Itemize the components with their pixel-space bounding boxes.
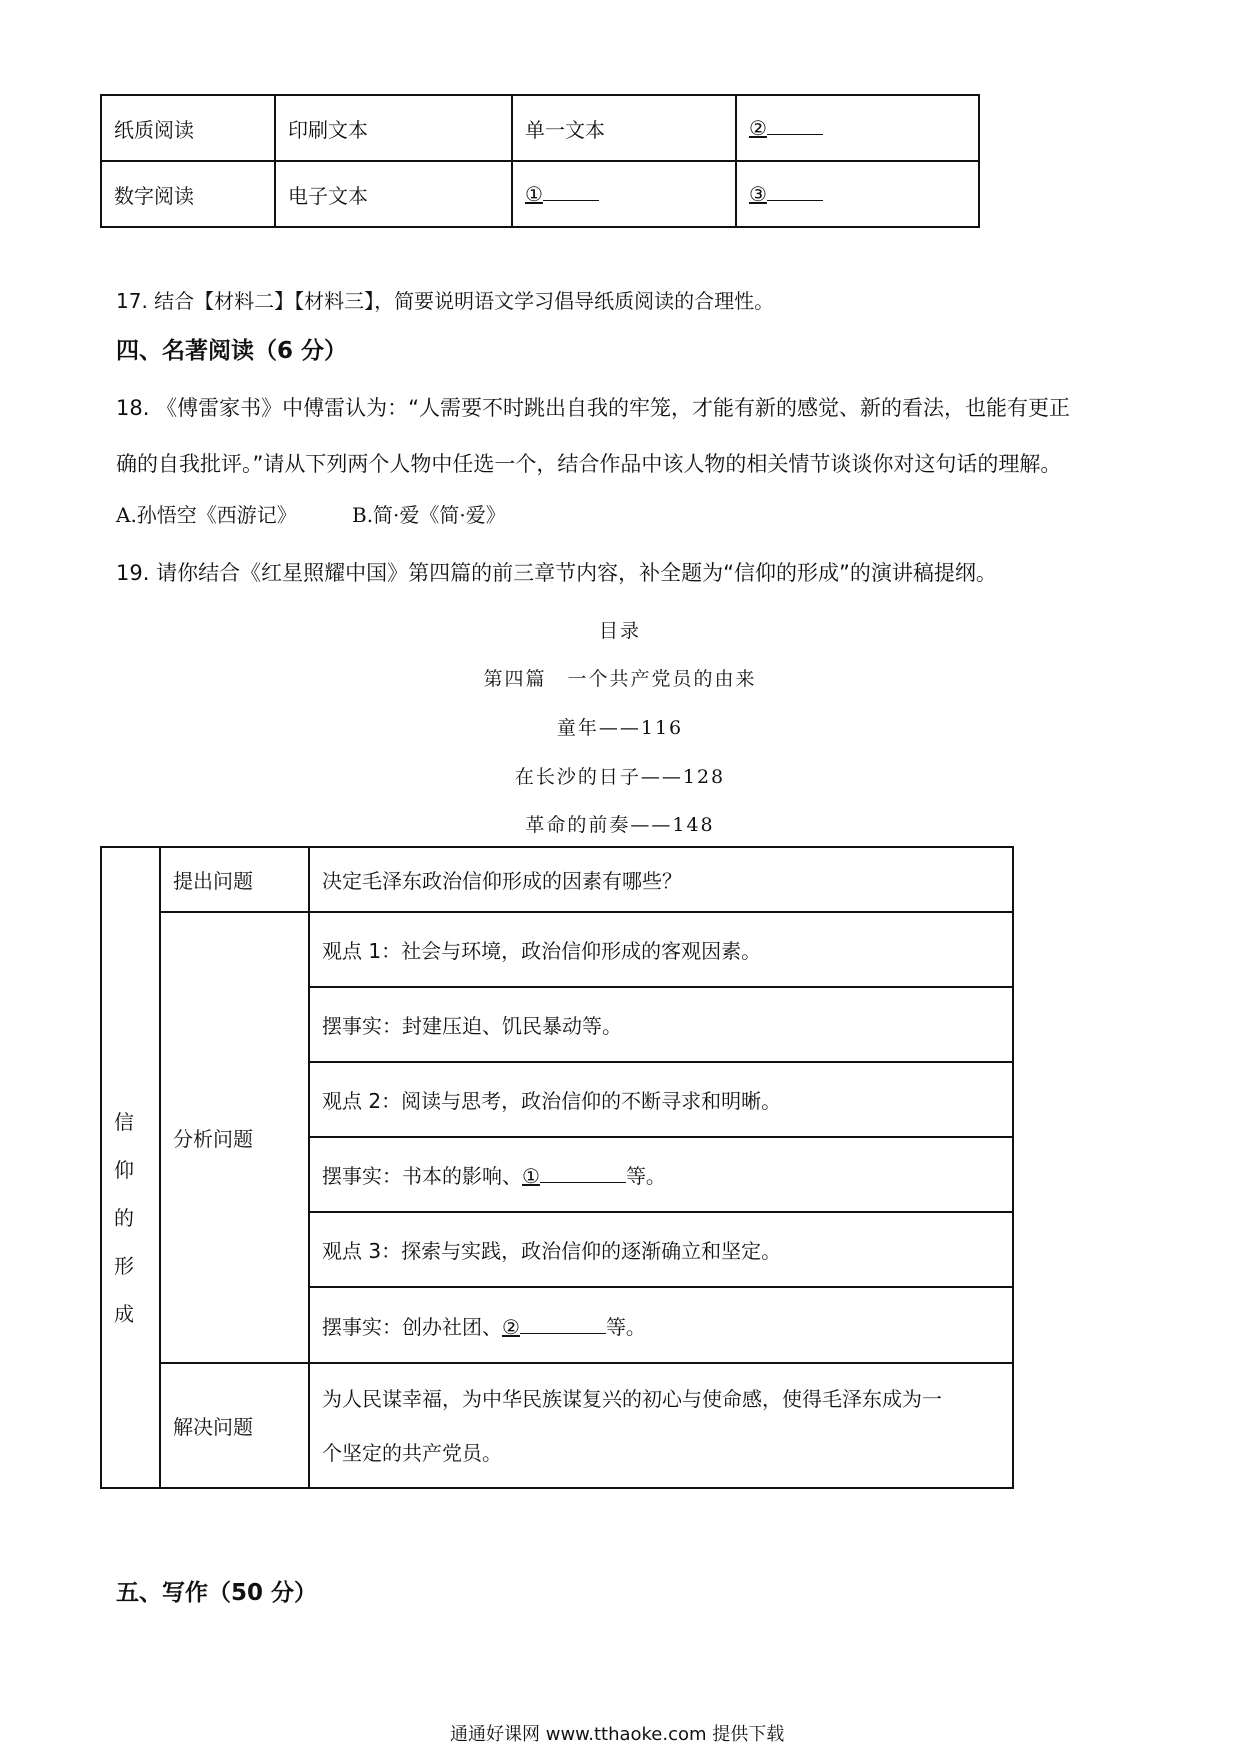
section-5-heading: 五、写作（50 分） <box>116 1580 318 1606</box>
table-cell: 单一文本 <box>512 95 736 161</box>
toc-chapter-2: 在长沙的日子——128 <box>514 766 726 788</box>
blank-label: ① <box>525 182 543 206</box>
table-cell <box>736 161 979 227</box>
blank-label: ③ <box>749 182 767 206</box>
table-cell: 印刷文本 <box>275 95 512 161</box>
toc-title: 目录 <box>598 620 641 642</box>
row-label: 提出问题 <box>160 847 309 912</box>
viewpoint-3: 观点 3：探索与实践，政治信仰的逐渐确立和坚定。 <box>309 1212 1013 1287</box>
side-char: 成 <box>114 1301 134 1326</box>
table-cell <box>512 161 736 227</box>
side-char: 形 <box>114 1253 134 1278</box>
toc-chapter-1: 童年——116 <box>556 717 684 739</box>
table-cell: 电子文本 <box>275 161 512 227</box>
fact-3 <box>309 1287 1013 1363</box>
blank-label: ② <box>502 1314 520 1339</box>
table-cell: 数字阅读 <box>101 161 275 227</box>
table-cell <box>736 95 979 161</box>
row-text <box>309 1363 1013 1488</box>
fact-3-text: 摆事实：创办社团、 <box>322 1314 502 1339</box>
fact-2 <box>309 1137 1013 1212</box>
footer-text: 通通好课网 www.tthaoke.com 提供下载 <box>450 1724 785 1745</box>
side-char: 仰 <box>114 1157 134 1182</box>
viewpoint-2: 观点 2：阅读与思考，政治信仰的不断寻求和明晰。 <box>309 1062 1013 1137</box>
fact-2-end: 等。 <box>625 1164 666 1188</box>
viewpoint-1: 观点 1：社会与环境，政治信仰形成的客观因素。 <box>309 912 1013 987</box>
option-a: A.孙悟空《西游记》 <box>116 503 297 527</box>
section-4-heading: 四、名著阅读（6 分） <box>116 338 348 364</box>
question-19: 19. 请你结合《红星照耀中国》第四篇的前三章节内容，补全题为“信仰的形成”的演讲稿提纲。 <box>116 561 997 585</box>
blank-label: ② <box>749 116 767 140</box>
fact-3-end: 等。 <box>605 1314 646 1339</box>
speech-outline-table <box>100 846 1014 1489</box>
table-cell: 纸质阅读 <box>101 95 275 161</box>
question-18-line2: 确的自我批评。”请从下列两个人物中任选一个，结合作品中该人物的相关情节谈谈你对这句话的理解。 <box>116 452 1062 476</box>
side-char: 的 <box>114 1205 134 1230</box>
outline-side-title <box>101 847 160 1488</box>
conclusion-line1: 为人民谋幸福，为中华民族谋复兴的初心与使命感，使得毛泽东成为一 <box>322 1386 942 1411</box>
row-label: 解决问题 <box>160 1363 309 1488</box>
option-b: B.简·爱《简·爱》 <box>352 503 506 527</box>
blank-label: ① <box>522 1164 540 1188</box>
question-18-line1: 18. 《傅雷家书》中傅雷认为：“人需要不时跳出自我的牢笼，才能有新的感觉、新的看法，也能有更正 <box>116 396 1070 420</box>
toc-part: 第四篇 一个共产党员的由来 <box>483 668 757 690</box>
reading-type-table <box>100 94 980 228</box>
toc-chapter-3: 革命的前奏——148 <box>525 814 715 836</box>
row-label: 分析问题 <box>160 912 309 1363</box>
question-17: 17. 结合【材料二】【材料三】，简要说明语文学习倡导纸质阅读的合理性。 <box>116 289 775 313</box>
fact-1: 摆事实：封建压迫、饥民暴动等。 <box>309 987 1013 1062</box>
row-text: 决定毛泽东政治信仰形成的因素有哪些？ <box>309 847 1013 912</box>
side-char: 信 <box>114 1109 134 1134</box>
fact-2-text: 摆事实：书本的影响、 <box>322 1164 522 1188</box>
conclusion-line2: 个坚定的共产党员。 <box>322 1440 502 1465</box>
